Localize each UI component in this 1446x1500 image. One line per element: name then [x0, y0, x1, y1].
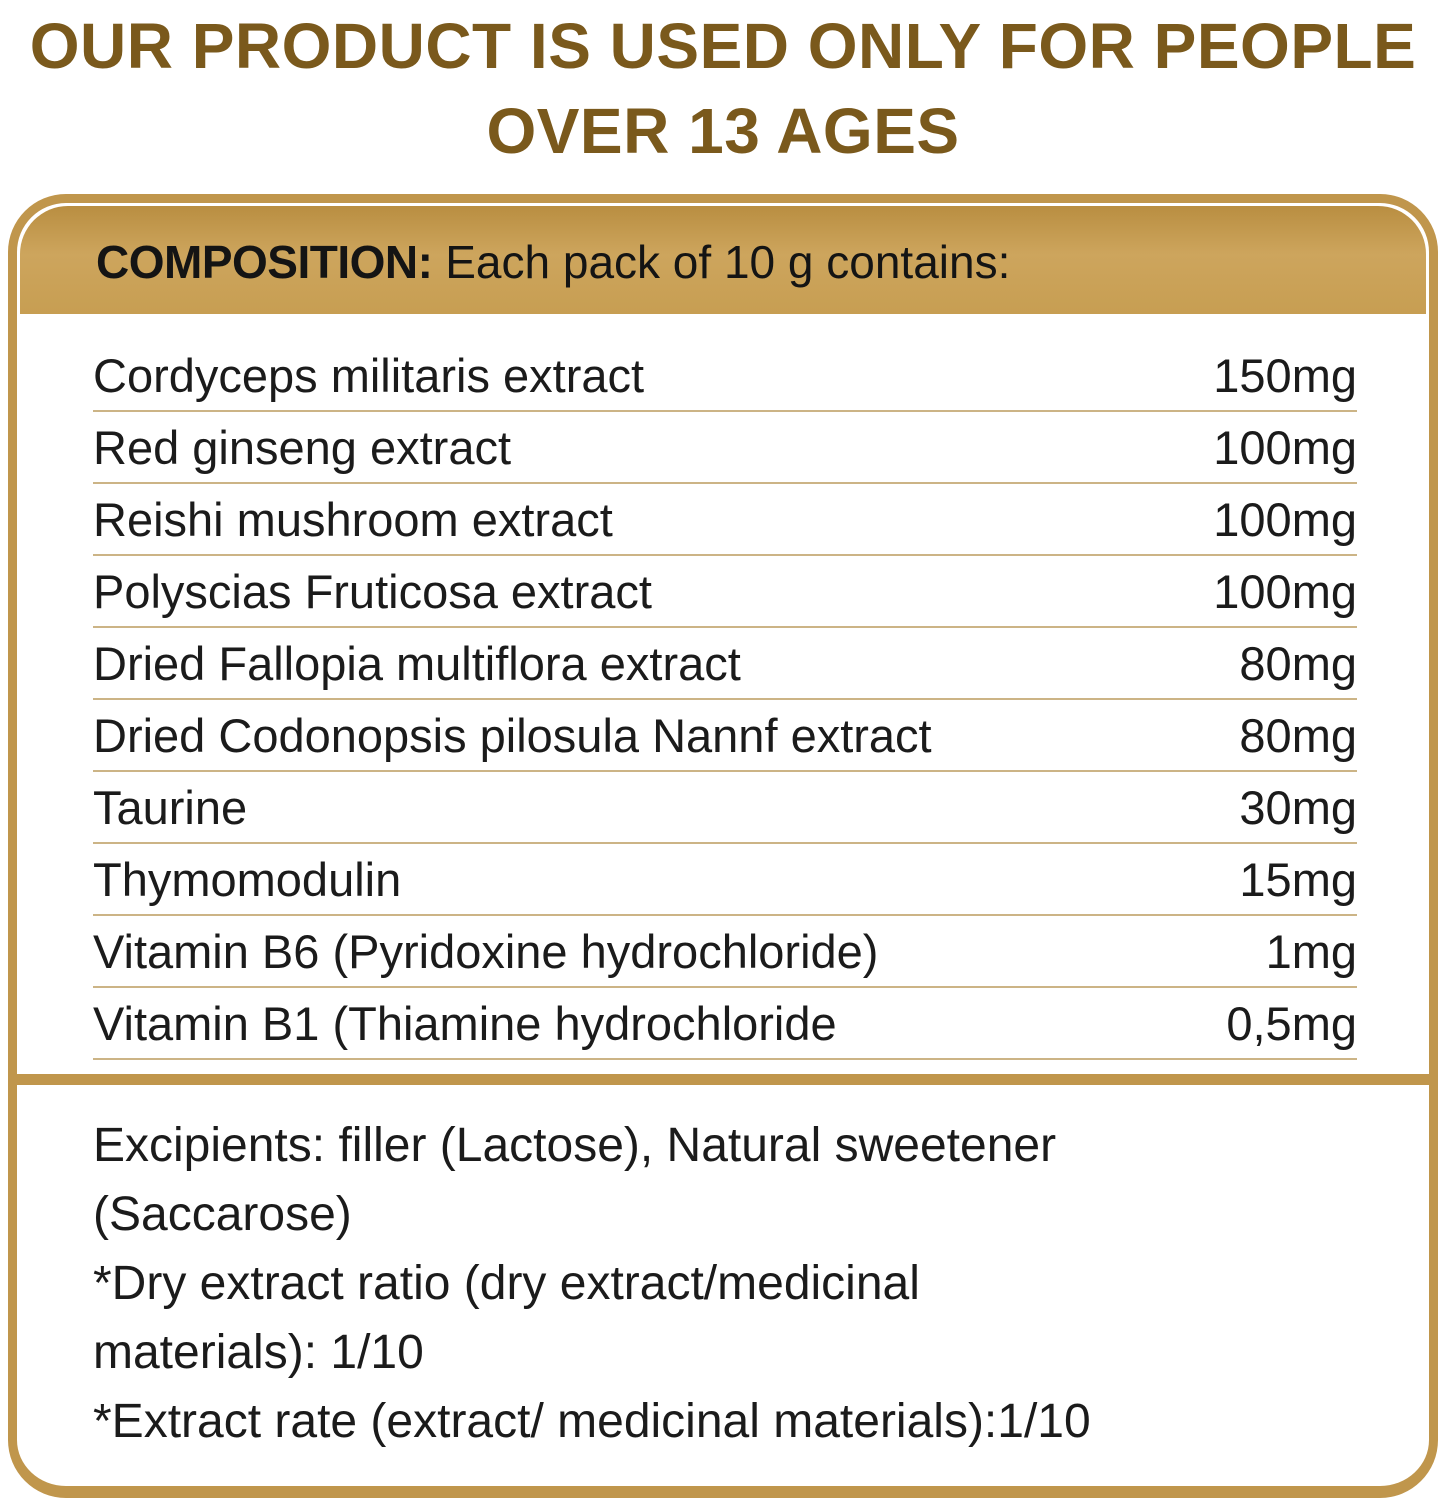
ingredient-name: Vitamin B1 (Thiamine hydrochloride [93, 997, 837, 1050]
ingredient-row [93, 628, 1357, 700]
ingredient-row [93, 844, 1357, 916]
ingredient-name: Vitamin B6 (Pyridoxine hydrochloride) [93, 925, 879, 978]
ingredient-row [93, 916, 1357, 988]
ingredient-amount: 30mg [1239, 781, 1357, 834]
ingredient-amount: 1mg [1265, 925, 1357, 978]
ingredient-name: Polyscias Fruticosa extract [93, 565, 652, 618]
excipients-section [17, 1085, 1429, 1486]
excipients-line: Excipients: filler (Lactose), Natural sweetener [93, 1119, 1057, 1172]
section-divider [17, 1074, 1429, 1085]
page-title-line1: OUR PRODUCT IS USED ONLY FOR PEOPLE [29, 10, 1417, 82]
ingredient-row [93, 772, 1357, 844]
page-title [0, 0, 1446, 174]
page-title-line2: OVER 13 AGES [486, 95, 960, 167]
ingredient-row [93, 412, 1357, 484]
ingredient-name: Dried Codonopsis pilosula Nannf extract [93, 709, 932, 762]
ingredient-list [17, 314, 1429, 1074]
excipients-line: *Extract rate (extract/ medicinal materials):1/10 [93, 1395, 1091, 1448]
ingredient-amount: 15mg [1239, 853, 1357, 906]
ingredient-row [93, 556, 1357, 628]
ingredient-amount: 100mg [1213, 493, 1357, 546]
ingredient-name: Thymomodulin [93, 853, 402, 906]
excipients-line: materials): 1/10 [93, 1326, 424, 1379]
ingredient-name: Taurine [93, 781, 248, 834]
ingredient-amount: 100mg [1213, 421, 1357, 474]
ingredient-name: Dried Fallopia multiflora extract [93, 637, 741, 690]
excipients-line: (Saccarose) [93, 1188, 352, 1241]
ingredient-amount: 150mg [1213, 349, 1357, 402]
ingredient-row [93, 700, 1357, 772]
excipients-line: *Dry extract ratio (dry extract/medicinal [93, 1257, 920, 1310]
ingredient-row [93, 340, 1357, 412]
composition-header [20, 206, 1426, 314]
ingredient-amount: 80mg [1239, 709, 1357, 762]
composition-box [8, 194, 1438, 1498]
ingredient-name: Cordyceps militaris extract [93, 349, 645, 402]
ingredient-amount: 0,5mg [1226, 997, 1357, 1050]
ingredient-name: Reishi mushroom extract [93, 493, 613, 546]
composition-heading-text: Each pack of 10 g contains: [432, 236, 1011, 288]
composition-heading-label: COMPOSITION: [96, 236, 433, 288]
ingredient-row [93, 484, 1357, 556]
ingredient-amount: 80mg [1239, 637, 1357, 690]
ingredient-row [93, 988, 1357, 1060]
ingredient-amount: 100mg [1213, 565, 1357, 618]
ingredient-name: Red ginseng extract [93, 421, 512, 474]
